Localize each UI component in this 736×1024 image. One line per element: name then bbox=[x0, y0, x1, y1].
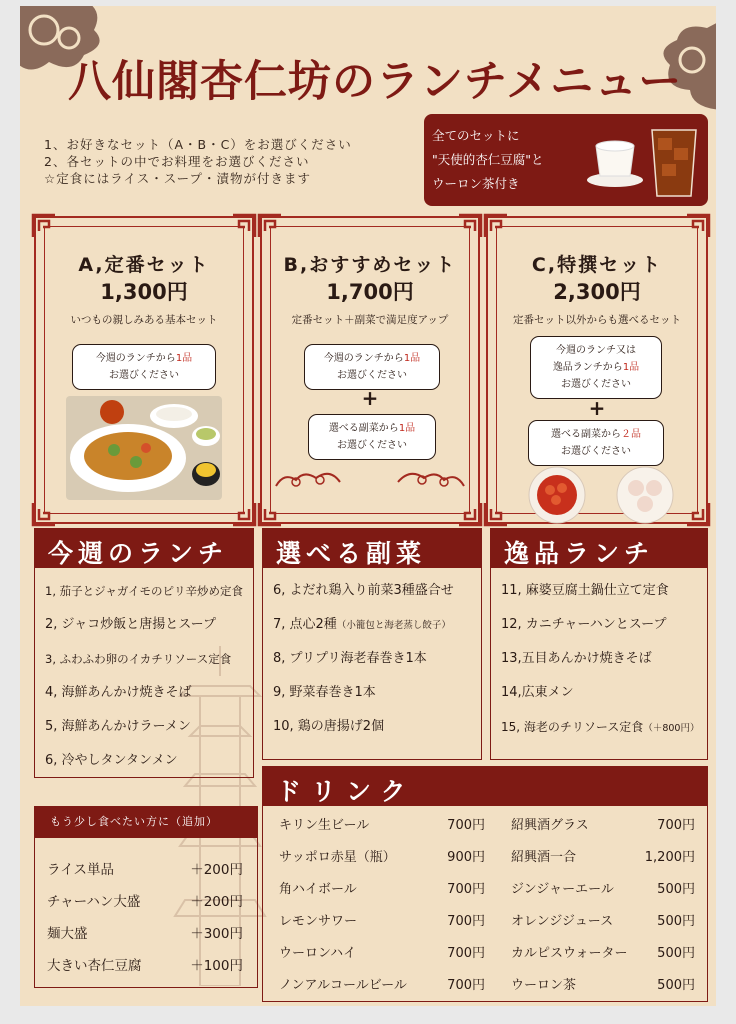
item-name: 10, 鶏の唐揚げ2個 bbox=[273, 719, 385, 734]
drink-price: 500円 bbox=[657, 882, 695, 897]
corner-ornament-icon bbox=[483, 501, 509, 527]
choice-count: 1品 bbox=[403, 353, 421, 364]
choice-text: 選べる副菜から bbox=[551, 429, 621, 440]
drink-name: サッポロ赤星（瓶） bbox=[279, 850, 396, 865]
choice-box bbox=[530, 336, 662, 399]
drink-price: 900円 bbox=[447, 850, 485, 865]
drink-name: カルピスウォーター bbox=[511, 946, 628, 961]
choice-count: 1品 bbox=[175, 353, 193, 364]
list-item bbox=[491, 608, 707, 642]
drink-item bbox=[279, 970, 485, 1002]
drink-name: 紹興酒グラス bbox=[511, 818, 589, 833]
drink-name: ノンアルコールビール bbox=[279, 978, 407, 993]
set-name: C,特撰セット bbox=[531, 254, 663, 276]
choice-box bbox=[72, 344, 216, 390]
choice-text: お選びください bbox=[337, 370, 407, 381]
list-item: 2, ジャコ炒飯と唐揚とスープ bbox=[45, 617, 216, 632]
list-item bbox=[263, 574, 481, 608]
list-item bbox=[491, 676, 707, 710]
item-name: 7, 点心2種 bbox=[273, 617, 337, 632]
choice-text: 今週のランチから bbox=[95, 353, 176, 364]
item-name: 14,広東メン bbox=[501, 685, 574, 700]
drink-price: 500円 bbox=[657, 978, 695, 993]
drink-name: オレンジジュース bbox=[511, 914, 614, 929]
included-line: 全てのセットに bbox=[432, 128, 520, 143]
set-description: いつもの親しみある基本セット bbox=[70, 314, 218, 326]
drink-price: 700円 bbox=[447, 882, 485, 897]
list-item: 6, 冷やしタンタンメン bbox=[45, 753, 178, 768]
set-description: 定番セット以外からも選べるセット bbox=[513, 314, 681, 326]
special-lunch-list bbox=[490, 568, 708, 760]
item-name: チャーハン大盛 bbox=[47, 894, 141, 910]
list-item bbox=[263, 710, 481, 744]
list-item: 4, 海鮮あんかけ焼きそば bbox=[45, 685, 192, 700]
item-name: 9, 野菜春巻き1本 bbox=[273, 685, 376, 700]
almond-tofu-icon bbox=[584, 128, 646, 190]
list-item bbox=[47, 950, 243, 982]
side-dishes-header: 選べる副菜 bbox=[262, 528, 482, 568]
item-name: 13,五目あんかけ焼きそば bbox=[501, 651, 652, 666]
list-item bbox=[47, 918, 243, 950]
list-item bbox=[263, 676, 481, 710]
instructions bbox=[44, 136, 352, 187]
set-a-card bbox=[34, 216, 254, 524]
additional-list bbox=[34, 838, 258, 988]
set-name: A,定番セット bbox=[78, 254, 210, 276]
instruction-line: 1、お好きなセット（A・B・C）をお選びください bbox=[44, 137, 352, 152]
set-b-card bbox=[260, 216, 480, 524]
weekly-lunch-header: 今週のランチ bbox=[34, 528, 254, 568]
choice-box bbox=[528, 420, 664, 466]
drink-price: 700円 bbox=[657, 818, 695, 833]
drink-price: 700円 bbox=[447, 978, 485, 993]
corner-ornament-icon bbox=[31, 213, 57, 239]
corner-ornament-icon bbox=[231, 213, 257, 239]
choice-box bbox=[304, 344, 440, 390]
additional-header: もう少し食べたい方に（追加） bbox=[34, 806, 258, 838]
choice-text: お選びください bbox=[337, 440, 407, 451]
choice-count: ２品 bbox=[621, 429, 641, 440]
drink-price: 500円 bbox=[657, 946, 695, 961]
list-item bbox=[263, 642, 481, 676]
item-name: 8, プリプリ海老春巻き1本 bbox=[273, 651, 427, 666]
drink-item bbox=[279, 938, 485, 970]
drink-name: キリン生ビール bbox=[279, 818, 370, 833]
drink-name: ウーロン茶 bbox=[511, 978, 577, 993]
item-name: 麺大盛 bbox=[47, 926, 88, 942]
drink-item bbox=[511, 938, 695, 970]
set-price: 2,300円 bbox=[553, 280, 641, 304]
choice-box bbox=[308, 414, 436, 460]
list-item bbox=[491, 574, 707, 608]
corner-ornament-icon bbox=[685, 213, 711, 239]
choice-text: 逸品ランチから bbox=[552, 362, 623, 373]
drink-price: 700円 bbox=[447, 818, 485, 833]
choice-text: 今週のランチ又は bbox=[556, 345, 636, 356]
corner-ornament-icon bbox=[457, 501, 483, 527]
drink-name: ウーロンハイ bbox=[279, 946, 357, 961]
drink-item bbox=[511, 810, 695, 842]
instruction-line: 2、各セットの中でお料理をお選びください bbox=[44, 154, 310, 169]
choice-text: 選べる副菜から bbox=[328, 423, 399, 434]
side-dishes-list bbox=[262, 568, 482, 760]
corner-ornament-icon bbox=[31, 501, 57, 527]
drink-item bbox=[279, 874, 485, 906]
list-item bbox=[491, 642, 707, 676]
set-price: 1,700円 bbox=[326, 280, 414, 304]
corner-ornament-icon bbox=[257, 501, 283, 527]
included-line: ウーロン茶付き bbox=[432, 176, 520, 191]
set-description: 定番セット＋副菜で満足度アップ bbox=[291, 314, 449, 326]
list-item: 5, 海鮮あんかけラーメン bbox=[45, 719, 191, 734]
list-item: 1, 茄子とジャガイモのピリ辛炒め定食 bbox=[45, 584, 244, 598]
set-price: 1,300円 bbox=[100, 280, 188, 304]
list-item bbox=[263, 608, 481, 642]
shrimp-dish-icon bbox=[528, 466, 586, 524]
oolong-tea-icon bbox=[646, 124, 702, 200]
item-price: ＋200円 bbox=[190, 862, 243, 878]
item-note: （小籠包と海老蒸し餃子） bbox=[336, 620, 451, 631]
special-lunch-header: 逸品ランチ bbox=[490, 528, 708, 568]
item-name: ライス単品 bbox=[47, 862, 114, 878]
drinks-list bbox=[262, 806, 708, 1002]
corner-ornament-icon bbox=[483, 213, 509, 239]
plus-sign: + bbox=[588, 396, 606, 420]
included-items-box bbox=[424, 114, 708, 206]
cloud-scroll-icon bbox=[396, 466, 466, 494]
drink-item bbox=[279, 842, 485, 874]
item-name: 12, カニチャーハンとスープ bbox=[501, 617, 667, 632]
drink-name: 紹興酒一合 bbox=[511, 850, 577, 865]
choice-text: お選びください bbox=[561, 446, 631, 457]
dumpling-dish-icon bbox=[616, 466, 674, 524]
page-title: 八仙閣杏仁坊のランチメニュー bbox=[68, 57, 683, 107]
drink-item bbox=[511, 874, 695, 906]
item-name: 6, よだれ鶏入り前菜3種盛合せ bbox=[273, 583, 454, 598]
choice-count: 1品 bbox=[622, 362, 640, 373]
item-price: ＋100円 bbox=[190, 958, 243, 974]
item-name: 15, 海老のチリソース定食 bbox=[501, 720, 644, 734]
drink-name: 角ハイボール bbox=[279, 882, 357, 897]
list-item bbox=[47, 886, 243, 918]
corner-ornament-icon bbox=[685, 501, 711, 527]
list-item: 3, ふわふわ卵のイカチリソース定食 bbox=[45, 652, 232, 666]
item-name: 11, 麻婆豆腐土鍋仕立て定食 bbox=[501, 583, 669, 598]
drink-name: ジンジャーエール bbox=[511, 882, 614, 897]
list-item bbox=[47, 854, 243, 886]
drinks-header: ドリンク bbox=[262, 766, 708, 806]
drink-item bbox=[511, 970, 695, 1002]
included-line: "天使的杏仁豆腐"と bbox=[432, 152, 544, 167]
drink-item bbox=[511, 906, 695, 938]
drink-item bbox=[279, 906, 485, 938]
drink-price: 500円 bbox=[657, 914, 695, 929]
choice-text: お選びください bbox=[561, 379, 631, 390]
drink-name: レモンサワー bbox=[279, 914, 358, 929]
corner-ornament-icon bbox=[457, 213, 483, 239]
item-price: ＋300円 bbox=[190, 926, 243, 942]
weekly-lunch-list bbox=[34, 568, 254, 778]
menu-page bbox=[20, 6, 716, 1006]
plus-sign: + bbox=[361, 386, 379, 410]
instruction-line: ☆定食にはライス・スープ・漬物が付きます bbox=[44, 171, 311, 186]
item-name: 大きい杏仁豆腐 bbox=[47, 958, 142, 974]
drink-item bbox=[511, 842, 695, 874]
drink-price: 1,200円 bbox=[644, 850, 695, 865]
item-price: ＋200円 bbox=[190, 894, 243, 910]
choice-count: 1品 bbox=[398, 423, 416, 434]
set-c-card bbox=[486, 216, 708, 524]
choice-text: 今週のランチから bbox=[323, 353, 404, 364]
corner-ornament-icon bbox=[257, 213, 283, 239]
choice-text: お選びください bbox=[109, 370, 179, 381]
set-a-food-photo-icon bbox=[66, 396, 222, 500]
set-name: B,おすすめセット bbox=[283, 254, 457, 276]
drink-item bbox=[279, 810, 485, 842]
drink-price: 700円 bbox=[447, 946, 485, 961]
cloud-scroll-icon bbox=[274, 466, 344, 494]
list-item bbox=[491, 710, 707, 744]
drink-price: 700円 bbox=[447, 914, 485, 929]
corner-ornament-icon bbox=[231, 501, 257, 527]
item-note: （＋800円） bbox=[643, 723, 700, 734]
